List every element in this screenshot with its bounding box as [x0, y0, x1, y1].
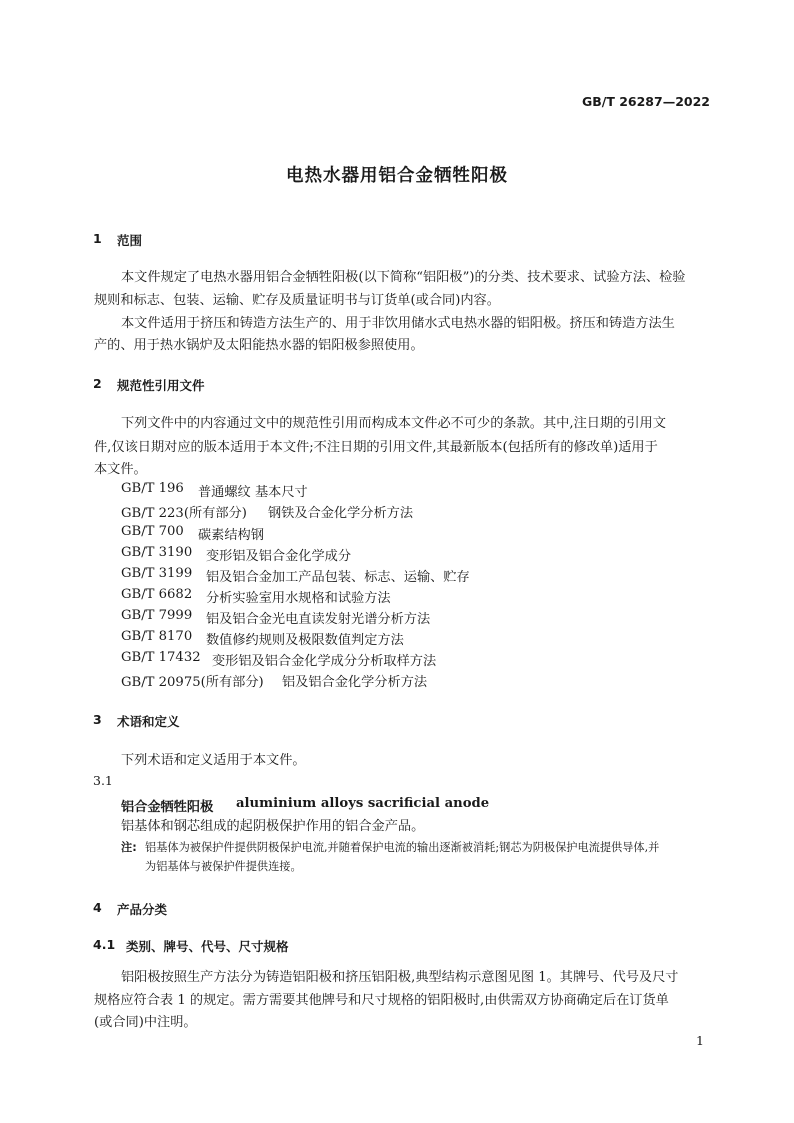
reference-code: GB/T 20975(所有部分) [121, 675, 264, 690]
paragraph-line: 本文件适用于挤压和铸造方法生产的、用于非饮用储水式电热水器的铝阳极。挤压和铸造方法生 [121, 316, 675, 331]
section-1-heading: 范围 [117, 233, 143, 248]
section-4-number: 4 [93, 900, 102, 915]
note-label: 注: [121, 841, 137, 854]
reference-code: GB/T 6682 [121, 587, 193, 602]
document-title: 电热水器用铝合金牺牲阳极 [286, 166, 508, 186]
reference-code: GB/T 7999 [121, 608, 193, 623]
reference-title: 变形铝及铝合金化学成分 [206, 549, 352, 564]
paragraph-line: 下列术语和定义适用于本文件。 [121, 753, 306, 768]
paragraph-line: 本文件。 [94, 462, 147, 477]
note-line: 铝基体为被保护件提供阴极保护电流,并随着保护电流的输出逐渐被消耗;钢芯为阴极保护电流提供导体,并 [145, 841, 660, 854]
subsection-number: 4.1 [93, 937, 116, 952]
section-4-heading: 产品分类 [117, 902, 168, 917]
section-3-heading: 术语和定义 [117, 714, 180, 729]
reference-title: 钢铁及合金化学分析方法 [268, 506, 414, 521]
paragraph-line: 规则和标志、包装、运输、贮存及质量证明书与订货单(或合同)内容。 [94, 293, 500, 308]
reference-title: 铝及铝合金加工产品包装、标志、运输、贮存 [206, 570, 470, 585]
term-english: aluminium alloys sacrificial anode [236, 796, 490, 811]
paragraph-line: (或合同)中注明。 [94, 1015, 197, 1030]
term-definition: 铝基体和钢芯组成的起阴极保护作用的铝合金产品。 [121, 819, 425, 834]
section-3-number: 3 [93, 712, 102, 727]
paragraph-line: 铝阳极按照生产方法分为铸造铝阳极和挤压铝阳极,典型结构示意图见图 1。其牌号、代号及尺寸 [121, 970, 679, 985]
paragraph-line: 产的、用于热水锅炉及太阳能热水器的铝阳极参照使用。 [94, 338, 424, 353]
section-2-heading: 规范性引用文件 [117, 378, 205, 393]
paragraph-line: 下列文件中的内容通过文中的规范性引用而构成本文件必不可少的条款。其中,注日期的引用文 [121, 416, 666, 431]
reference-code: GB/T 700 [121, 524, 184, 539]
page-number: 1 [696, 1033, 704, 1048]
reference-code: GB/T 196 [121, 481, 184, 496]
reference-title: 碳素结构钢 [198, 528, 264, 543]
reference-code: GB/T 8170 [121, 629, 193, 644]
section-1-number: 1 [93, 231, 102, 246]
reference-code: GB/T 3199 [121, 566, 193, 581]
reference-code: GB/T 223(所有部分) [121, 506, 247, 521]
subsection-heading: 类别、牌号、代号、尺寸规格 [126, 939, 289, 954]
paragraph-line: 规格应符合表 1 的规定。需方需要其他牌号和尺寸规格的铝阳极时,由供需双方协商确定后在订货单 [94, 993, 669, 1008]
reference-code: GB/T 3190 [121, 545, 193, 560]
note-line: 为铝基体与被保护件提供连接。 [145, 860, 302, 873]
reference-title: 普通螺纹 基本尺寸 [198, 485, 308, 500]
reference-title: 数值修约规则及极限数值判定方法 [206, 633, 404, 648]
reference-title: 变形铝及铝合金化学成分分析取样方法 [212, 654, 437, 669]
reference-title: 铝及铝合金光电直读发射光谱分析方法 [206, 612, 431, 627]
paragraph-line: 本文件规定了电热水器用铝合金牺牲阳极(以下简称“铝阳极”)的分类、技术要求、试验方法、检验 [121, 270, 686, 285]
reference-code: GB/T 17432 [121, 650, 201, 665]
section-2-number: 2 [93, 376, 102, 391]
standard-number: GB/T 26287—2022 [581, 94, 710, 109]
reference-title: 铝及铝合金化学分析方法 [282, 675, 428, 690]
term-number: 3.1 [93, 773, 113, 788]
term-chinese: 铝合金牺牲阳极 [121, 800, 214, 815]
paragraph-line: 件,仅该日期对应的版本适用于本文件;不注日期的引用文件,其最新版本(包括所有的修改单)适用于 [94, 440, 658, 455]
reference-title: 分析实验室用水规格和试验方法 [206, 591, 391, 606]
